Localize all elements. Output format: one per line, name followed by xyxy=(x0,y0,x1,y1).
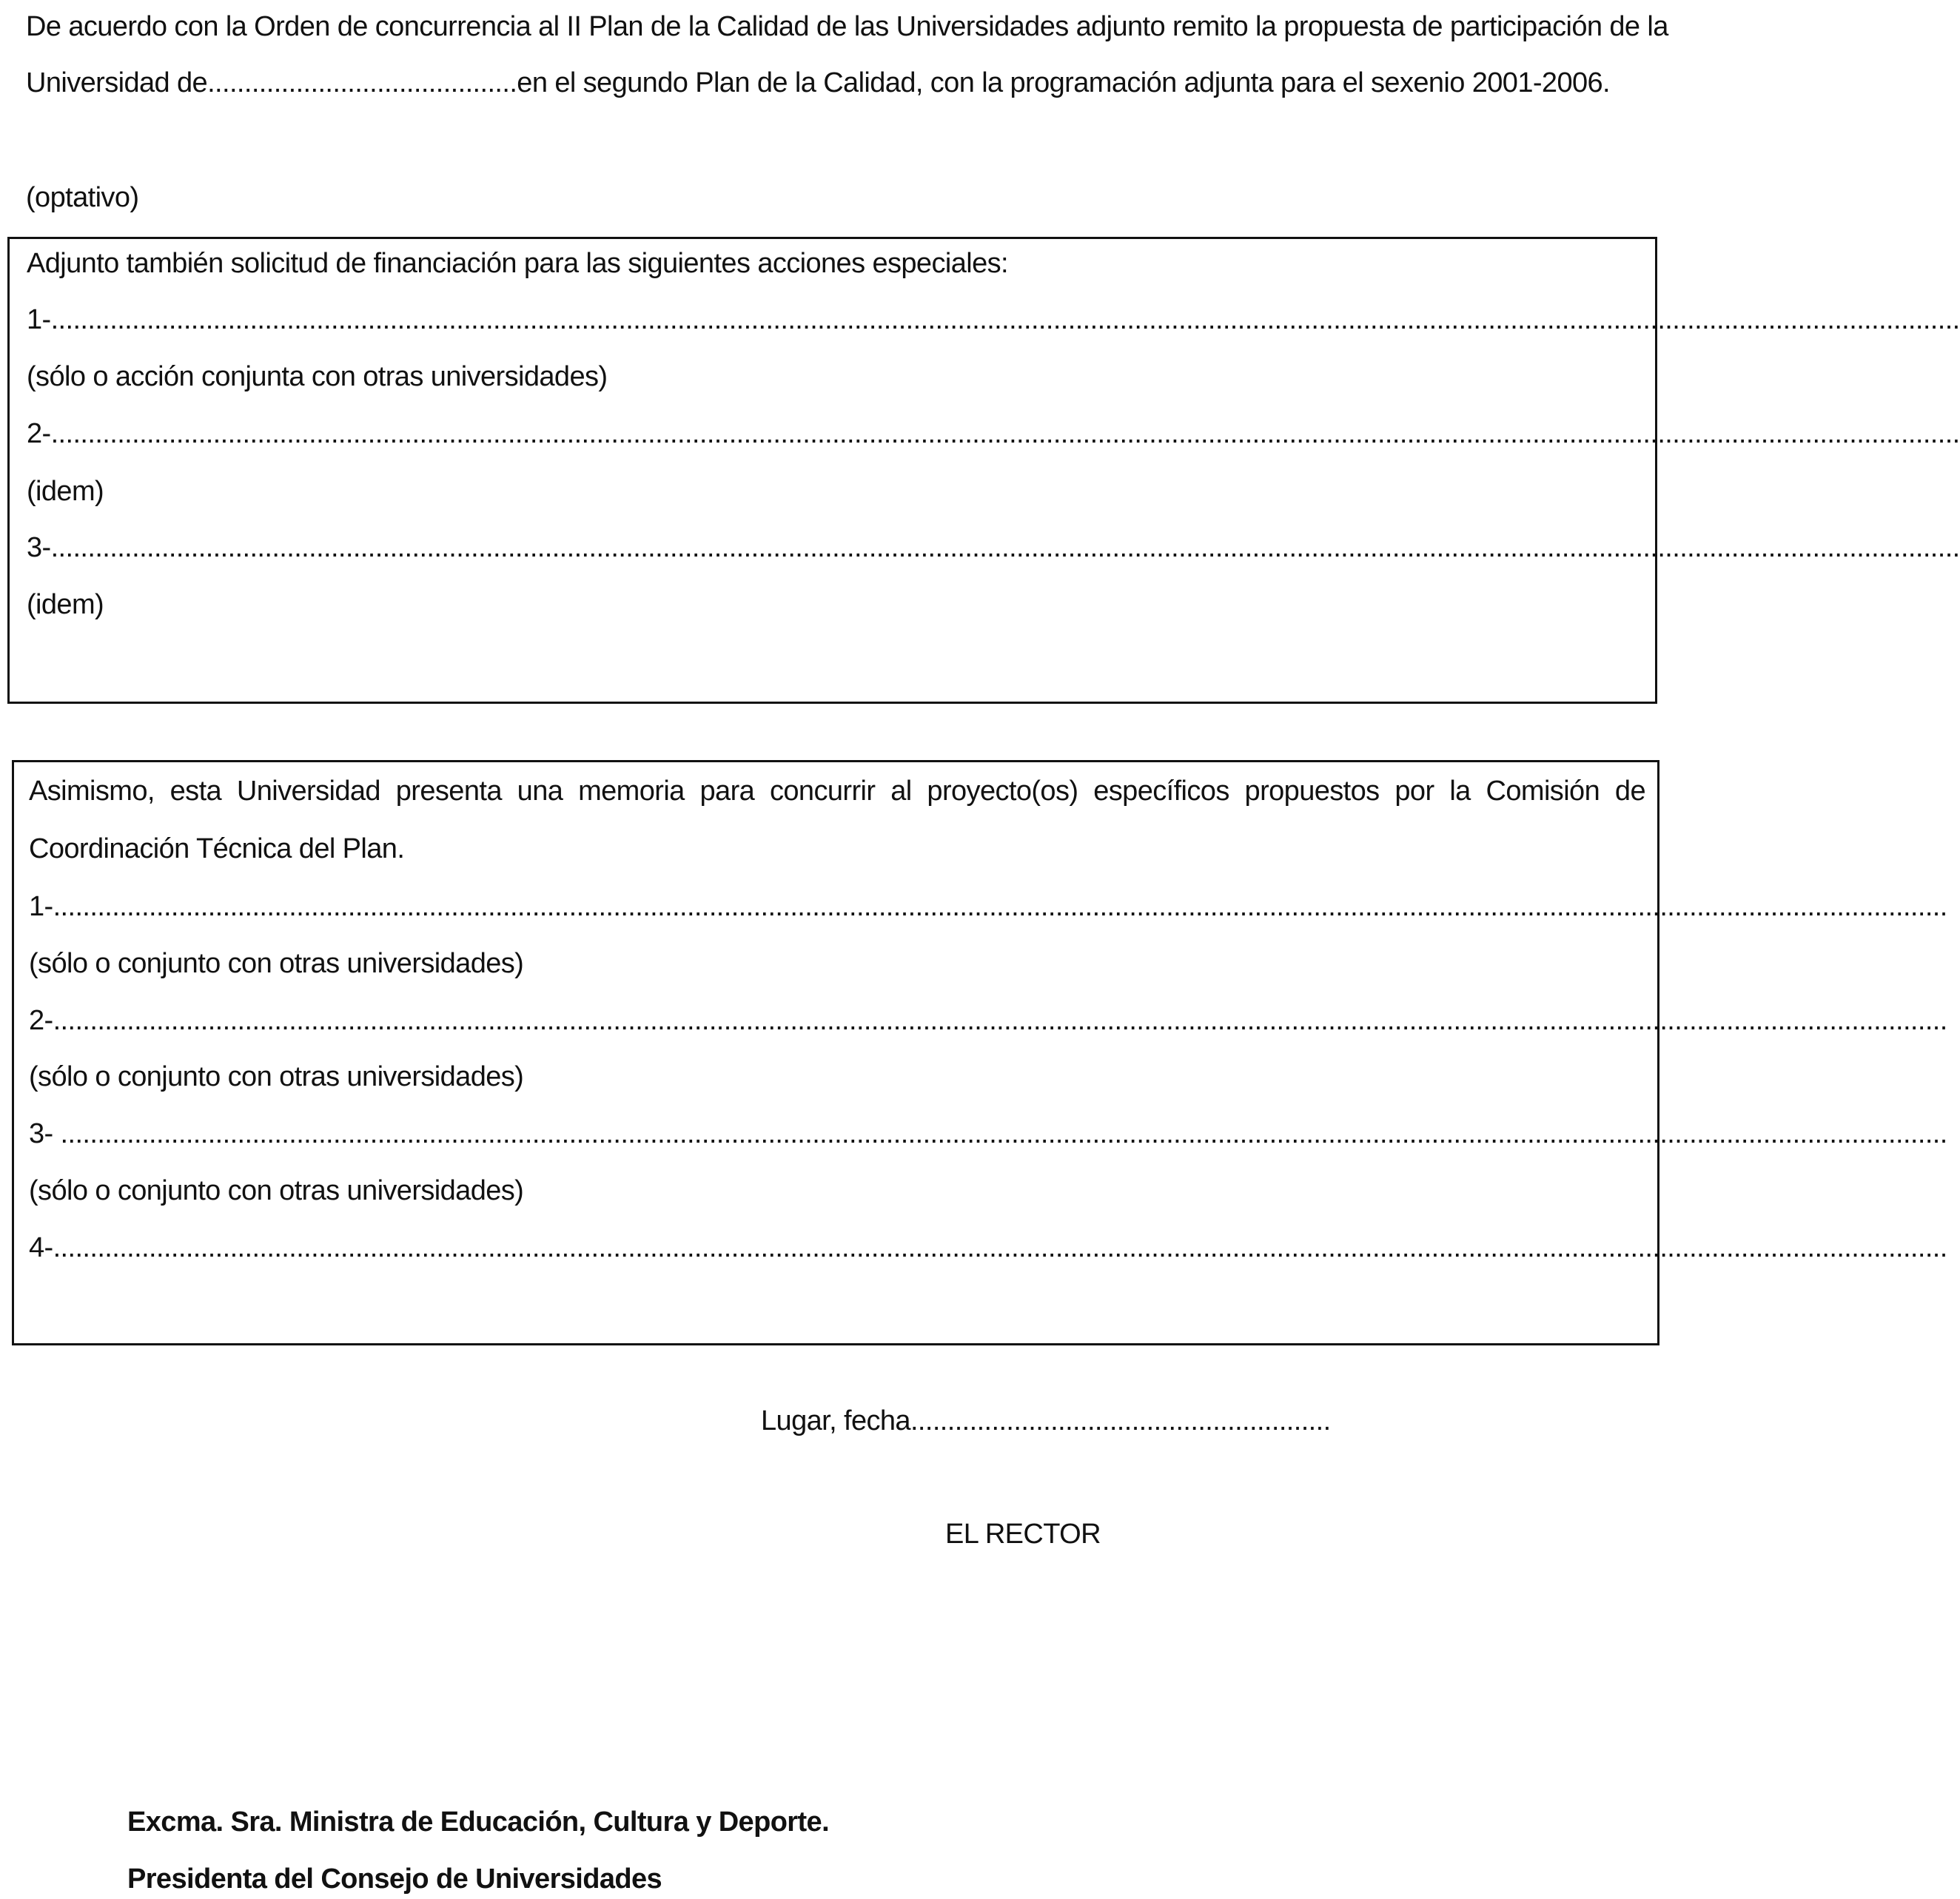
special-action-3-field[interactable]: 3-................................................................................................................................................................................................................................................................... xyxy=(27,532,1960,563)
specific-projects-line-2: Coordinación Técnica del Plan. xyxy=(29,833,405,864)
specific-project-3-note: (sólo o conjunto con otras universidades) xyxy=(29,1175,524,1206)
specific-project-3-field[interactable]: 3- ................................................................................................................................................................................................................................................................ xyxy=(29,1118,1947,1149)
optional-label: (optativo) xyxy=(26,182,139,213)
intro-line-2: Universidad de..........................................en el segundo Plan de la Calidad, con la programación adjunta para el sexenio 2001-2006. xyxy=(26,67,1611,98)
special-actions-box xyxy=(7,237,1960,704)
special-actions-heading: Adjunto también solicitud de financiación para las siguientes acciones especiales: xyxy=(27,248,1008,279)
special-action-1-note: (sólo o acción conjunta con otras universidades) xyxy=(27,361,608,392)
special-action-3-note: (idem) xyxy=(27,589,104,620)
specific-projects-box xyxy=(12,760,1947,1345)
special-action-2-field[interactable]: 2-................................................................................................................................................................................................................................................................... xyxy=(27,418,1960,449)
signatory-title: EL RECTOR xyxy=(945,1519,1101,1550)
specific-project-1-field[interactable]: 1-................................................................................................................................................................................................................................................................. xyxy=(29,891,1947,922)
specific-projects-line-1: Asimismo, esta Universidad presenta una memoria para concurrir al proyecto(os) específicos propuestos por la Comisión de xyxy=(29,776,1645,807)
specific-project-2-note: (sólo o conjunto con otras universidades) xyxy=(29,1061,524,1092)
addressee-line-1: Excma. Sra. Ministra de Educación, Cultura y Deporte. xyxy=(127,1806,830,1838)
intro-line-1: De acuerdo con la Orden de concurrencia al II Plan de la Calidad de las Universidades adjunto remito la propuesta de participación de la xyxy=(26,11,1668,42)
place-date-field[interactable]: Lugar, fecha......................................................... xyxy=(761,1405,1331,1436)
specific-project-1-note: (sólo o conjunto con otras universidades) xyxy=(29,948,524,979)
specific-project-4-field[interactable]: 4-................................................................................................................................................................................................................................................................. xyxy=(29,1232,1947,1263)
addressee-line-2: Presidenta del Consejo de Universidades xyxy=(127,1863,662,1895)
special-action-1-field[interactable]: 1-................................................................................................................................................................................................................................................................... xyxy=(27,304,1960,335)
special-action-2-note: (idem) xyxy=(27,476,104,507)
specific-project-2-field[interactable]: 2-................................................................................................................................................................................................................................................................. xyxy=(29,1005,1947,1036)
